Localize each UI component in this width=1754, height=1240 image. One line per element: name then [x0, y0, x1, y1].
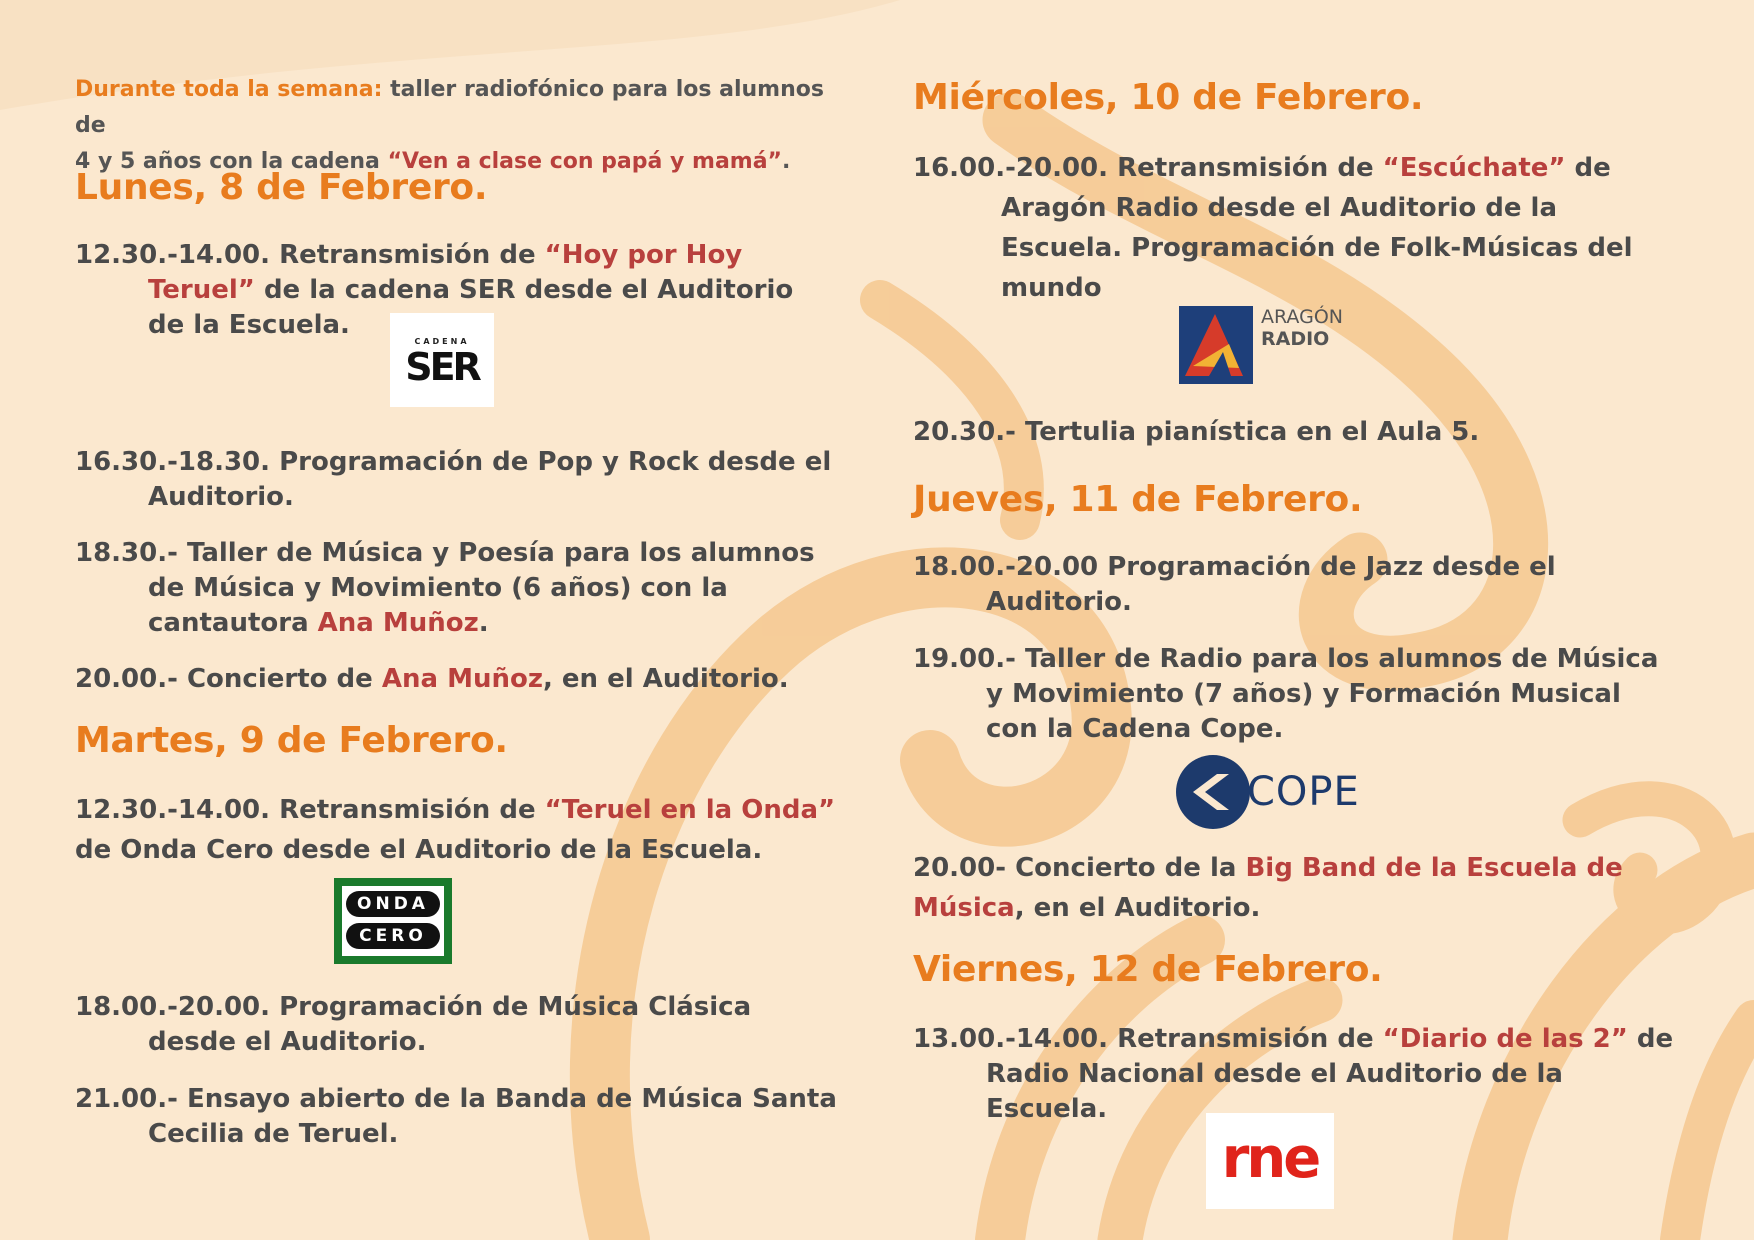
lunes-e1-desc-cont: de la Escuela.	[148, 310, 350, 340]
martes-e2-line1: 18.00.-20.00. Programación de Música Clásica	[75, 992, 752, 1022]
heading-martes: Martes, 9 de Febrero.	[75, 720, 508, 761]
lunes-e3-line1: 18.30.- Taller de Música y Poesía para los alumnos	[75, 538, 815, 568]
aragon-radio-mark-icon	[1179, 306, 1253, 384]
rne-logo-text: rne	[1221, 1126, 1319, 1191]
cero-logo-text: CERO	[346, 923, 440, 949]
jueves-e1-line2: Auditorio.	[986, 587, 1132, 617]
lunes-event-3	[75, 536, 815, 641]
martes-e1-program: “Teruel en la Onda”	[544, 795, 836, 825]
lunes-e4-artist: Ana Muñoz	[381, 664, 543, 694]
viernes-e1-time: 13.00.-14.00. Retransmisión de	[913, 1024, 1383, 1054]
miercoles-e1-line3: Escuela. Programación de Folk-Músicas del	[1001, 233, 1633, 263]
jueves-e3-place: , en el Auditorio.	[1014, 893, 1261, 923]
miercoles-e1-program: “Escúchate”	[1382, 153, 1566, 183]
miercoles-event-2	[913, 415, 1479, 450]
ser-logo-text: SER	[405, 345, 479, 389]
radio-logo-text: RADIO	[1261, 328, 1330, 350]
cope-logo-text: COPE	[1247, 769, 1360, 815]
intro-text-2: 4 y 5 años con la cadena	[75, 149, 388, 174]
lunes-e3-end: .	[478, 608, 489, 638]
lunes-e3-line2: de Música y Movimiento (6 años) con la	[148, 573, 728, 603]
lunes-e4-place: , en el Auditorio.	[542, 664, 789, 694]
miercoles-e1-de: de	[1565, 153, 1611, 183]
viernes-event-1	[913, 1022, 1673, 1127]
martes-event-3	[75, 1082, 837, 1152]
martes-event-2	[75, 990, 751, 1060]
jueves-e3-band: Big Band de la Escuela de	[1245, 853, 1623, 883]
cope-mark-icon	[1173, 752, 1253, 832]
aragon-radio-logo	[1179, 306, 1349, 386]
viernes-e1-program: “Diario de las 2”	[1382, 1024, 1628, 1054]
viernes-e1-de: de	[1627, 1024, 1674, 1054]
intro-text-1: taller radiofónico para los alumnos de	[75, 77, 824, 138]
miercoles-event-1	[913, 148, 1633, 308]
lunes-event-2	[75, 445, 831, 515]
martes-e3-line1: 21.00.- Ensayo abierto de la Banda de Música Santa	[75, 1084, 837, 1114]
martes-e3-line2: Cecilia de Teruel.	[148, 1119, 399, 1149]
intro-end: .	[782, 149, 791, 174]
martes-e1-desc: de Onda Cero desde el Auditorio de la Escuela.	[75, 835, 763, 865]
jueves-event-2	[913, 642, 1658, 747]
martes-event-1	[75, 790, 835, 870]
miercoles-e1-time: 16.00.-20.00. Retransmisión de	[913, 153, 1383, 183]
heading-miercoles: Miércoles, 10 de Febrero.	[913, 77, 1424, 118]
intro-note	[75, 72, 845, 180]
onda-cero-logo	[334, 878, 452, 964]
lunes-e1-program: “Hoy por Hoy	[544, 240, 743, 270]
jueves-e2-line1: 19.00.- Taller de Radio para los alumnos de Música	[913, 644, 1659, 674]
jueves-event-3	[913, 848, 1623, 928]
ser-logo-small: CADENA	[414, 337, 470, 346]
martes-e1-time: 12.30.-14.00. Retransmisión de	[75, 795, 545, 825]
lunes-e1-desc: de la cadena SER desde el Auditorio	[254, 275, 794, 305]
jueves-e3-band-cont: Música	[913, 893, 1015, 923]
lunes-e3-line3: cantautora	[148, 608, 318, 638]
lunes-e3-artist: Ana Muñoz	[317, 608, 479, 638]
miercoles-e2-line1: 20.30.- Tertulia pianística en el Aula 5.	[913, 417, 1480, 447]
lunes-e2-line2: Auditorio.	[148, 482, 294, 512]
lunes-e2-line1: 16.30.-18.30. Programación de Pop y Rock desde el	[75, 447, 832, 477]
rne-logo	[1206, 1113, 1334, 1209]
heading-viernes: Viernes, 12 de Febrero.	[913, 949, 1383, 990]
lunes-e4-time: 20.00.- Concierto de	[75, 664, 382, 694]
cope-logo	[1173, 752, 1373, 832]
jueves-event-1	[913, 550, 1556, 620]
cadena-ser-logo	[390, 313, 494, 407]
heading-jueves: Jueves, 11 de Febrero.	[913, 479, 1363, 520]
heading-lunes: Lunes, 8 de Febrero.	[75, 167, 488, 208]
onda-logo-text: ONDA	[346, 891, 440, 917]
intro-highlight: “Ven a clase con papá y mamá”	[387, 149, 783, 174]
jueves-e2-line3: con la Cadena Cope.	[986, 714, 1284, 744]
jueves-e2-line2: y Movimiento (7 años) y Formación Musical	[986, 679, 1621, 709]
viernes-e1-line3: Escuela.	[986, 1094, 1108, 1124]
martes-e2-line2: desde el Auditorio.	[148, 1027, 427, 1057]
miercoles-e1-line4: mundo	[1001, 273, 1102, 303]
miercoles-e1-line2: Aragón Radio desde el Auditorio de la	[1001, 193, 1557, 223]
aragon-logo-text: ARAGÓN	[1261, 306, 1343, 328]
viernes-e1-line2: Radio Nacional desde el Auditorio de la	[986, 1059, 1563, 1089]
lunes-e1-program-cont: Teruel”	[148, 275, 255, 305]
lunes-event-4	[75, 662, 789, 697]
jueves-e1-line1: 18.00.-20.00 Programación de Jazz desde el	[913, 552, 1556, 582]
jueves-e3-time: 20.00- Concierto de la	[913, 853, 1246, 883]
lunes-e1-time: 12.30.-14.00. Retransmisión de	[75, 240, 545, 270]
intro-lead: Durante toda la semana:	[75, 77, 383, 102]
